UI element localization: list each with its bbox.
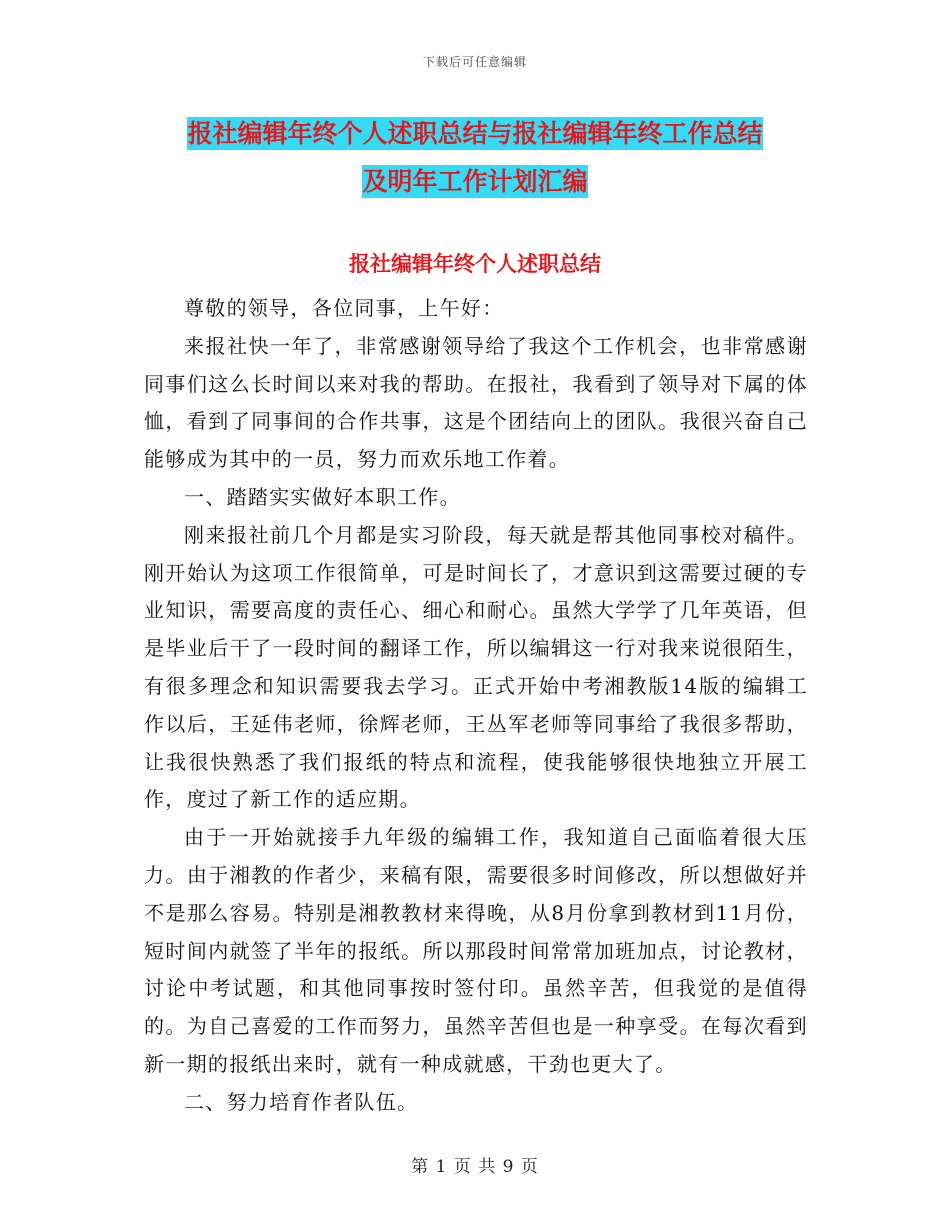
page-header-note: 下载后可任意编辑 <box>422 55 527 69</box>
page-number: 第 1 页 共 9 页 <box>411 1157 539 1177</box>
paragraph-intro: 来报社快一年了，非常感谢领导给了我这个工作机会，也非常感谢同事们这么长时间以来对我的帮助。在报社，我看到了领导对下属的体恤，看到了同事间的合作共事，这是个团结向上的团队。我很兴奋自己能够成为其中的一员，努力而欢乐地工作着。 <box>144 333 808 472</box>
paragraph-greeting: 尊敬的领导，各位同事，上午好： <box>184 296 504 320</box>
paragraph-pressure: 由于一开始就接手九年级的编辑工作，我知道自己面临着很大压力。由于湘教的作者少，来稿有限，需要很多时间修改，所以想做好并不是那么容易。特别是湘教教材来得晚，从8月份拿到教材到11月份，短时间内就签了半年的报纸。所以那段时间常常加班加点，讨论教材，讨论中考试题，和其他同事按时签付印。虽然辛苦，但我觉的是值得的。为自己喜爱的工作而努力，虽然辛苦但也是一种享受。在每次看到新一期的报纸出来时，就有一种成就感，干劲也更大了。 <box>144 825 808 1076</box>
title-highlight-1: 报社编辑年终个人述职总结与报社编辑年终工作总结 <box>187 119 763 148</box>
title-highlight-2: 及明年工作计划汇编 <box>362 167 588 196</box>
document-title <box>0 110 950 206</box>
paragraph-heading-1: 一、踏踏实实做好本职工作。 <box>184 484 461 509</box>
paragraph-heading-2: 二、努力培育作者队伍。 <box>184 1089 419 1114</box>
document-title-line-1 <box>0 110 950 158</box>
section-title: 报社编辑年终个人述职总结 <box>349 251 601 276</box>
document-title-line-2 <box>0 158 950 206</box>
document-body <box>144 290 808 1122</box>
paragraph-work-detail: 刚来报社前几个月都是实习阶段，每天就是帮其他同事校对稿件。刚开始认为这项工作很简单，可是时间长了，才意识到这需要过硬的专业知识，需要高度的责任心、细心和耐心。虽然大学学了几年英语，但是毕业后干了一段时间的翻译工作，所以编辑这一行对我来说很陌生，有很多理念和知识需要我去学习。正式开始中考湘教版14版的编辑工作以后，王延伟老师，徐辉老师，王丛军老师等同事给了我很多帮助，让我很快熟悉了我们报纸的特点和流程，使我能够很快地独立开展工作，度过了新工作的适应期。 <box>144 522 808 812</box>
